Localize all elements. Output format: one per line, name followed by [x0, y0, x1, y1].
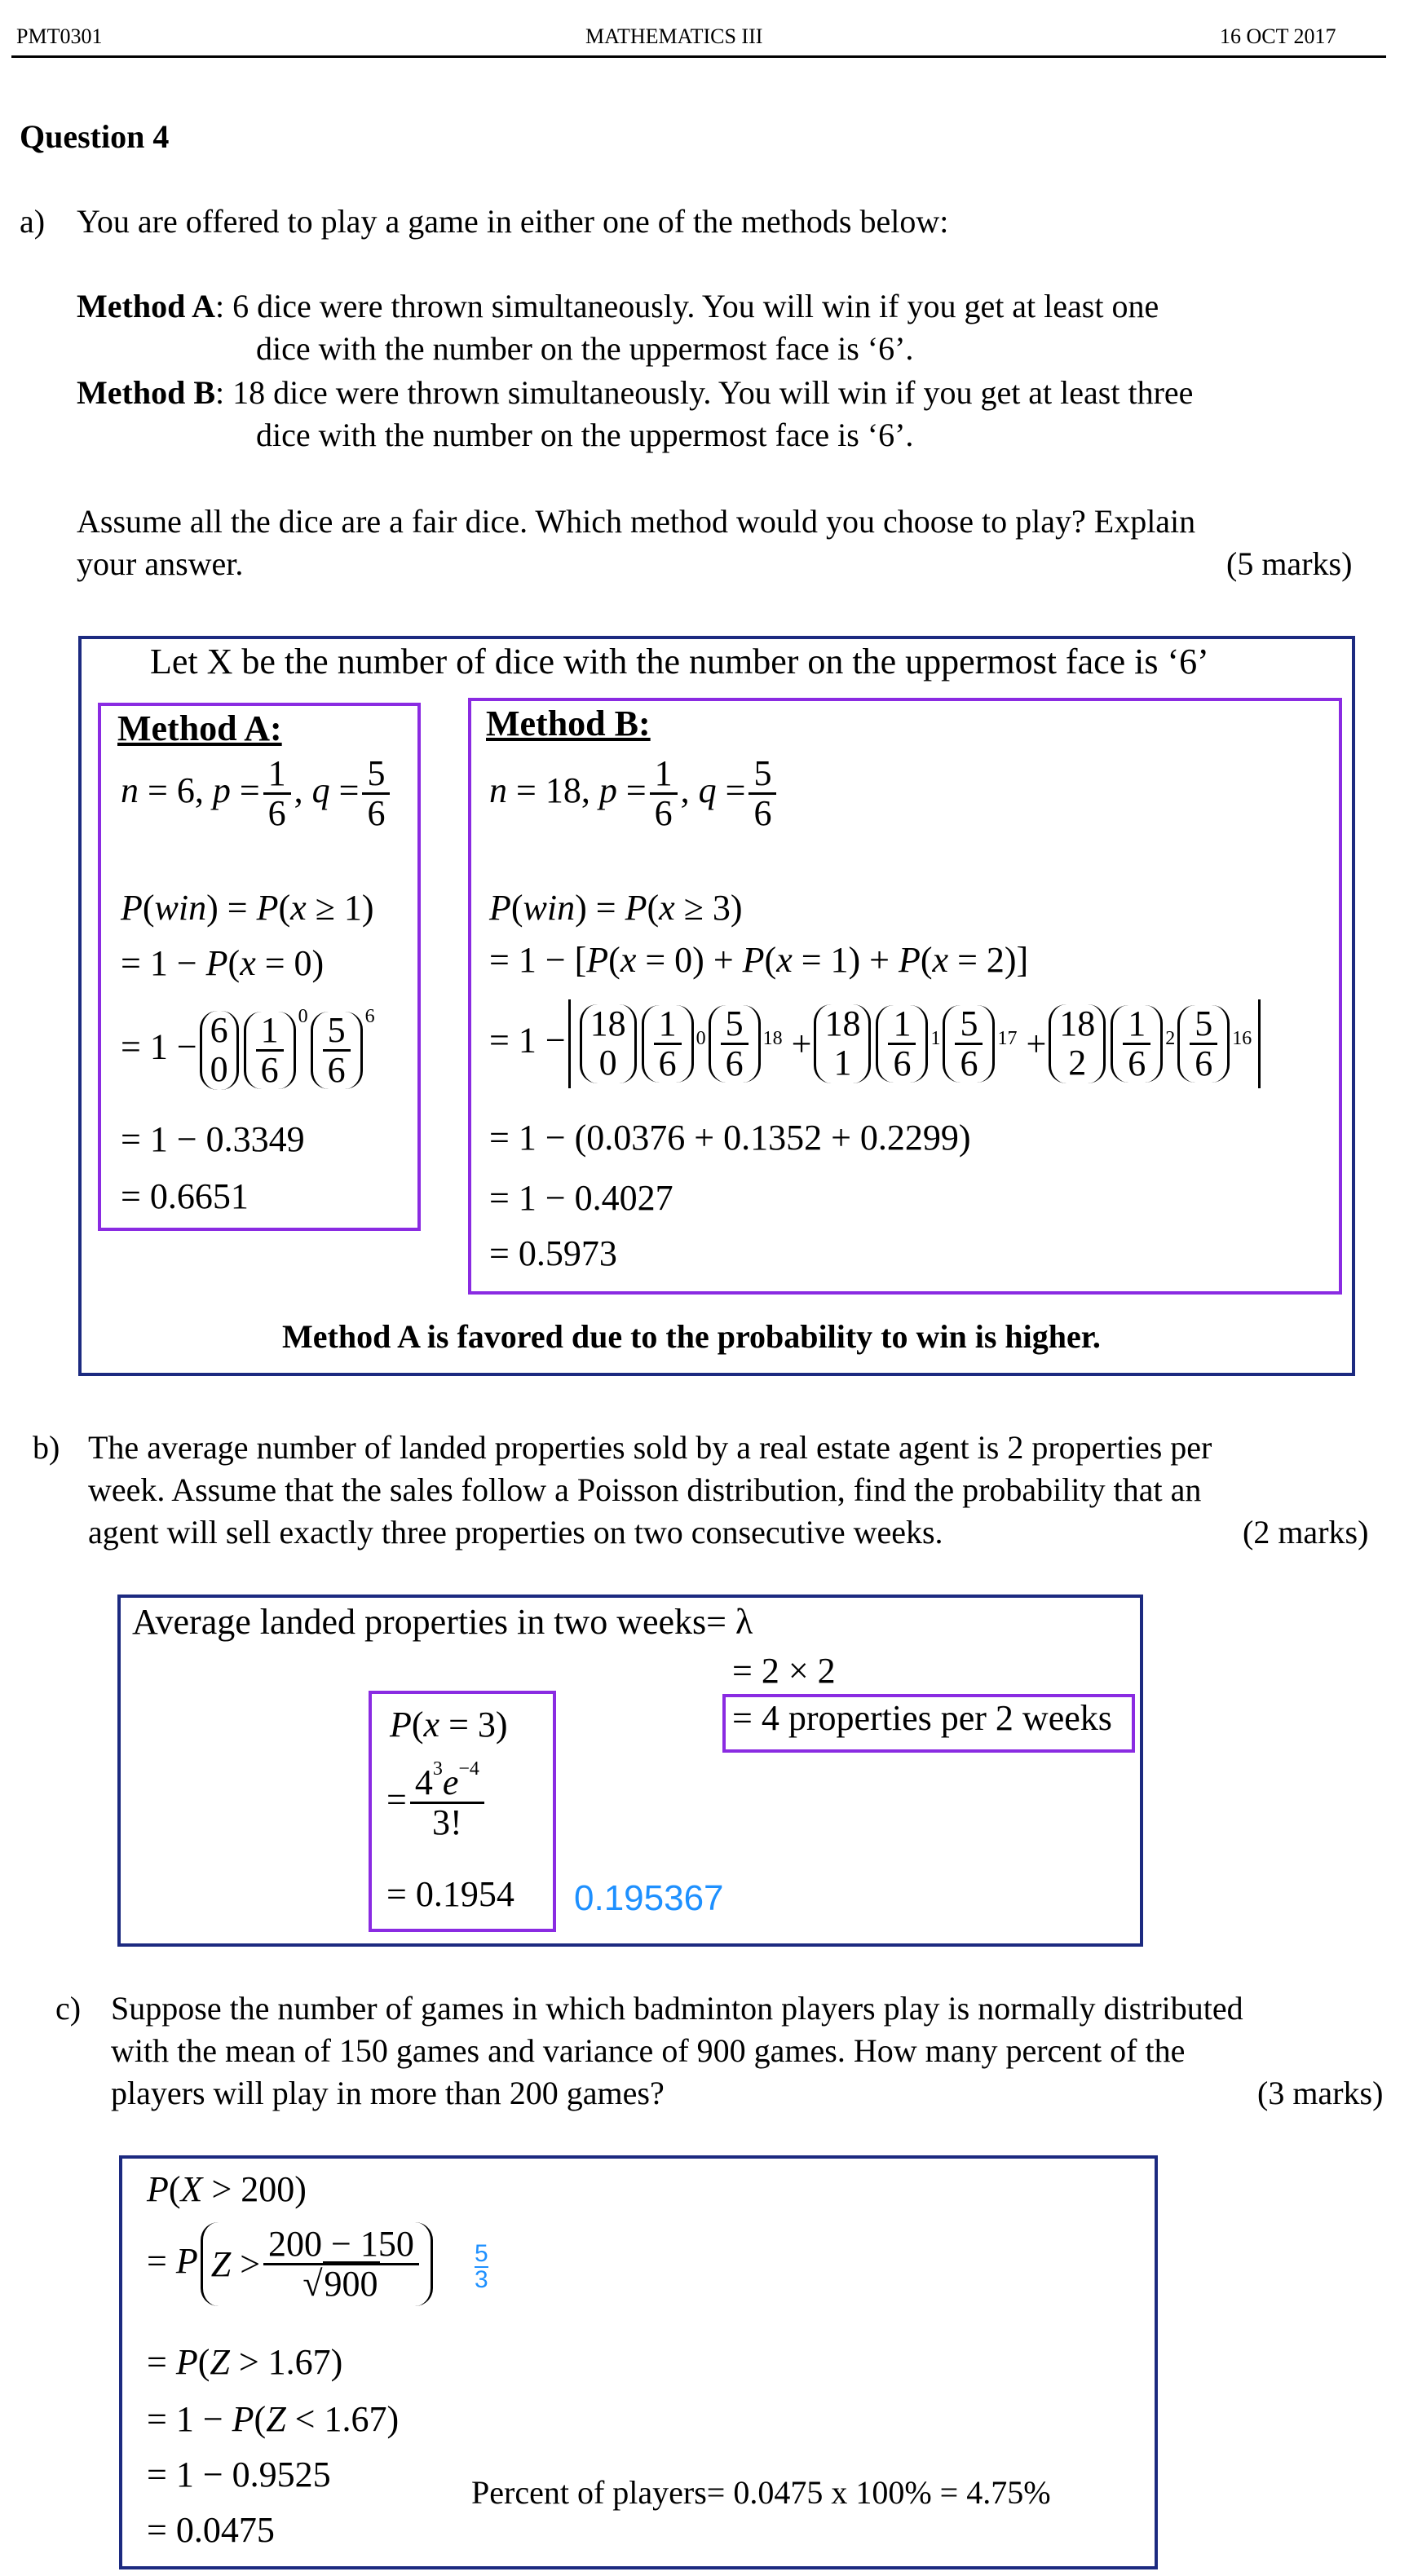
part-c-line3: players will play in more than 200 games? [111, 2075, 665, 2111]
method-b-label: Method B [77, 374, 215, 411]
solution-c-line6: = 0.0475 [147, 2510, 275, 2550]
solution-b-p-line2: = $\frac{4^3e^{-4}}{3!}$ [386, 1764, 488, 1842]
method-a-line2: = 1 − P(x = 0) [121, 943, 325, 983]
method-a-line1: Method A: 6 dice were thrown simultaneously. You will win if you get at least one [77, 288, 1159, 324]
solution-c-line1: P(X > 200) [147, 2169, 307, 2209]
part-c-line1: Suppose the number of games in which badminton players play is normally distributed [111, 1990, 1243, 2027]
let-x-line: Let X be the number of dice with the number on the uppermost face is ‘6’ [150, 642, 1209, 681]
method-a-line5: = 0.6651 [121, 1176, 249, 1216]
solution-b-p-line3: = 0.1954 [386, 1874, 514, 1914]
solution-c-line3: = P(Z > 1.67) [147, 2342, 343, 2382]
part-b-line2: week. Assume that the sales follow a Poisson distribution, find the probability that an [88, 1471, 1202, 1508]
header-subject: MATHEMATICS III [585, 24, 763, 48]
handwritten-fraction: 5 3 [475, 2240, 488, 2293]
method-b-line3: = 1 − 18 0 $\frac{1}{6}$ 0 $\frac{5}{6}$ 18 + 18 1 $\frac{1}{6}$ 1 $\frac{5}{6}$ 17 + 18 2 $\frac{1}{6}$ 2 $\frac{5}{6}$ 16 [489, 999, 1263, 1088]
part-a-label: a) [20, 203, 46, 240]
part-c-marks: (3 marks) [1257, 2075, 1384, 2111]
part-a-marks: (5 marks) [1226, 545, 1353, 582]
method-b-params: n = 18, p = $\frac{1}{6}$ , q = $\frac{5}{6}$ [489, 755, 779, 832]
question-title: Question 4 [20, 118, 170, 155]
method-a-line3: = 1 − 6 0 $\frac{1}{6}$ $^0$ $\frac{5}{6}$ $^6$ [121, 1006, 375, 1090]
solution-b-avg-line: Average landed properties in two weeks= λ [132, 1602, 753, 1642]
method-b-line1: P(win) = P(x ≥ 3) [489, 888, 743, 928]
solution-c-line2: = P Z > $\frac{200 - 150}{√900}$ [147, 2222, 435, 2306]
solution-b-result-line: = 4 properties per 2 weeks [732, 1698, 1112, 1738]
method-b-title: Method B: [486, 704, 651, 743]
solution-a-conclusion: Method A is favored due to the probability to win is higher. [282, 1318, 1101, 1355]
solution-b-p-line1: P(x = 3) [390, 1705, 508, 1745]
solution-c-percent-line: Percent of players= 0.0475 x 100% = 4.75% [471, 2474, 1051, 2511]
part-c-label: c) [55, 1990, 82, 2027]
header-course-code: PMT0301 [16, 24, 103, 48]
method-b-line6: = 0.5973 [489, 1233, 617, 1273]
method-a-label: Method A [77, 288, 215, 324]
part-b-label: b) [33, 1429, 60, 1466]
method-b-line5: = 1 − 0.4027 [489, 1178, 673, 1218]
handwritten-note-b: 0.195367 [574, 1878, 724, 1918]
solution-c-line5: = 1 − 0.9525 [147, 2455, 331, 2494]
part-b-line3: agent will sell exactly three properties on two consecutive weeks. [88, 1514, 943, 1550]
header-date: 16 OCT 2017 [1220, 24, 1336, 48]
method-a-line2: dice with the number on the uppermost face is ‘6’. [256, 330, 914, 367]
solution-b-calc-line: = 2 × 2 [732, 1651, 836, 1691]
method-a-line1: P(win) = P(x ≥ 1) [121, 888, 374, 928]
method-b-line2: dice with the number on the uppermost face is ‘6’. [256, 417, 914, 453]
part-a-question-line2: your answer. [77, 545, 244, 582]
part-a-question-line1: Assume all the dice are a fair dice. Which method would you choose to play? Explain [77, 503, 1196, 540]
part-b-line1: The average number of landed properties sold by a real estate agent is 2 properties per [88, 1429, 1212, 1466]
part-b-marks: (2 marks) [1243, 1514, 1369, 1550]
method-a-line4: = 1 − 0.3349 [121, 1119, 305, 1159]
method-b-line2: = 1 − [P(x = 0) + P(x = 1) + P(x = 2)] [489, 940, 1029, 980]
method-b-line1: Method B: 18 dice were thrown simultaneously. You will win if you get at least three [77, 374, 1194, 411]
header-rule [11, 55, 1386, 58]
solution-c-line4: = 1 − P(Z < 1.67) [147, 2399, 400, 2439]
method-a-params: n = 6, p = $\frac{1}{6}$ , q = $\frac{5}{6}$ [121, 755, 393, 832]
method-a-title: Method A: [117, 708, 282, 748]
method-b-line4: = 1 − (0.0376 + 0.1352 + 0.2299) [489, 1118, 971, 1158]
part-c-line2: with the mean of 150 games and variance of 900 games. How many percent of the [111, 2032, 1186, 2069]
part-a-intro: You are offered to play a game in either one of the methods below: [77, 203, 949, 240]
